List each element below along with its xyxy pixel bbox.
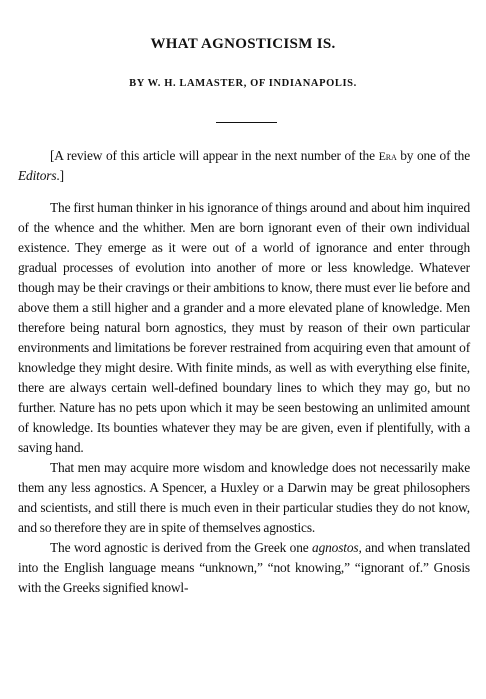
editor-note-text-1: [A review of this article will appear in the next number of the: [50, 148, 379, 163]
paragraph-3-text-1: The word agnostic is derived from the Greek one: [50, 540, 313, 555]
paragraph-2: That men may acquire more wisdom and knowledge does not necessarily make them any less agnostics. A Spencer, a Huxley or a Darwin may be great philosophers and scientists, and still there is much even in their particular studies they do not know, and so therefore they are in spite of themselves agnostics.: [18, 460, 470, 535]
article-body: [18, 146, 470, 598]
editor-note-era: Era: [378, 149, 397, 163]
editor-note-text-3: .]: [56, 168, 64, 183]
paragraph-3: [18, 538, 470, 598]
article-title: WHAT AGNOSTICISM IS.: [150, 36, 336, 52]
editor-note: [18, 146, 470, 186]
editor-note-text-2: by one of the: [396, 148, 470, 163]
paragraph-1: The first human thinker in his ignorance of things around and about him inquired of the whence and the whither. Men are born ignorant even of their own individual existence. They emerge as it were out of a world of ignorance and enter through gradual processes of evolution into another of more or less knowledge. Whatever though may be their cravings or their ambitions to know, there must ever lie before and above them a still higher and a grander and a more elevated plane of knowledge. Men therefore being natural born agnostics, they must by reason of their own particular environments and limitations be forever restrained from acquiring even that amount of knowledge they might desire. With finite minds, as well as with everything else finite, there are always certain well-defined boundary lines to which they may go, but no further. Nature has no pets upon which it may be seen bestowing an unlimited amount of knowledge. Its bounties whatever they may be are given, even if plentifully, with a saving hand.: [18, 200, 470, 455]
editor-note-editors: Editors: [18, 168, 57, 183]
paragraph-3-italic: agnostos,: [312, 540, 362, 555]
paragraph-3-text-2: and when translated into the English language means “unknown,” “not knowing,” “ignorant of.” Gnosis with the Greeks signified knowl-: [18, 540, 470, 595]
title-divider: [216, 122, 277, 123]
article-byline: BY W. H. LAMASTER, OF INDIANAPOLIS.: [129, 78, 357, 89]
